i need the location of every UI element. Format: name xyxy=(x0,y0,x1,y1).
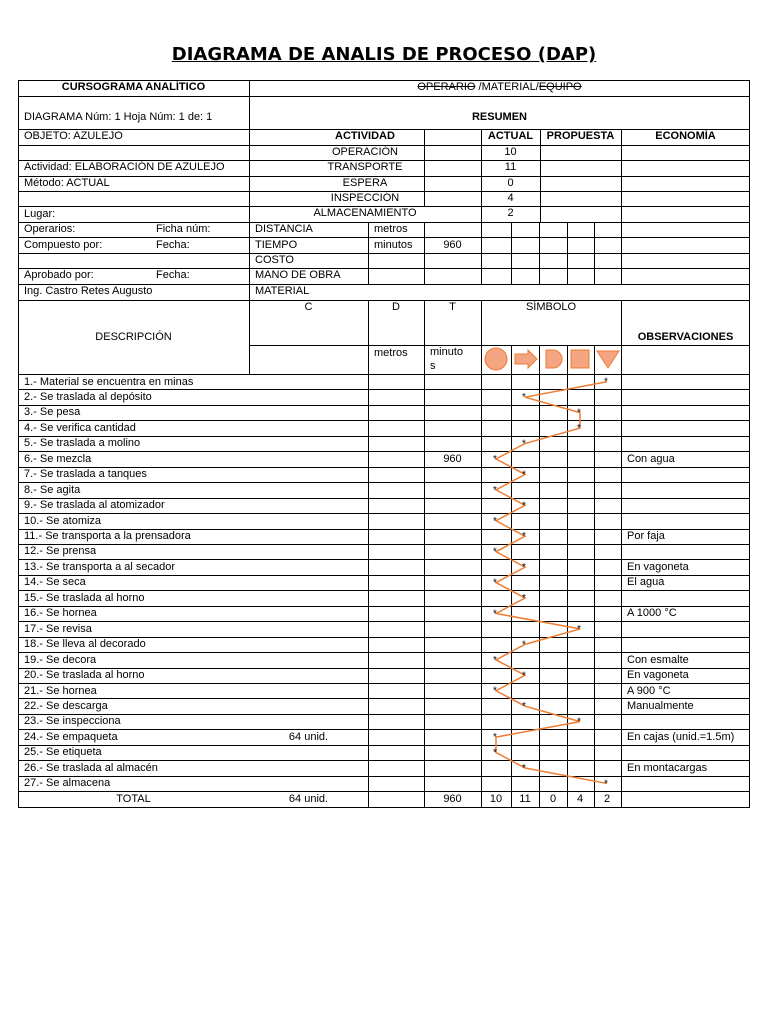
grid-vline xyxy=(424,222,425,284)
metodo-info: Método: ACTUAL xyxy=(24,177,110,189)
minutos-label: minutos xyxy=(374,239,413,251)
grid-hline xyxy=(481,345,750,346)
grid-vline xyxy=(621,300,622,808)
aprobado-label: Aprobado por: xyxy=(24,269,94,281)
step-observacion: A 900 °C xyxy=(627,684,671,697)
step-marker: * xyxy=(522,639,526,651)
subject-header xyxy=(249,81,750,94)
step-description: 27.- Se almacena xyxy=(24,777,111,790)
grid-vline xyxy=(567,222,568,284)
step-observacion: El agua xyxy=(627,576,665,589)
step-cantidad: 64 unid. xyxy=(288,730,329,743)
grid-hline xyxy=(18,807,750,808)
step-description: 17.- Se revisa xyxy=(24,622,92,635)
step-description: 4.- Se verifica cantidad xyxy=(24,421,136,434)
total-count: 4 xyxy=(576,792,584,805)
step-description: 1.- Material se encuentra en minas xyxy=(24,375,194,388)
step-description: 2.- Se traslada al depósito xyxy=(24,390,152,403)
observaciones-header: OBSERVACIONES xyxy=(637,331,734,343)
step-observacion: En vagoneta xyxy=(627,560,689,573)
total-cantidad: 64 unid. xyxy=(288,792,329,805)
step-description: 18.- Se lleva al decorado xyxy=(24,638,146,651)
propuesta-col-header: PROPUESTA xyxy=(546,130,615,142)
grid-vline xyxy=(249,80,250,374)
step-marker: * xyxy=(493,546,497,558)
step-marker: * xyxy=(493,484,497,496)
summary-actual: 10 xyxy=(504,146,517,158)
step-marker: * xyxy=(493,747,497,759)
step-description: 6.- Se mezcla xyxy=(24,452,92,465)
step-marker: * xyxy=(493,654,497,666)
step-description: 25.- Se etiqueta xyxy=(24,746,102,759)
step-description: 13.- Se transporta a al secador xyxy=(24,560,176,573)
step-marker: * xyxy=(522,701,526,713)
grid-vline xyxy=(368,222,369,284)
grid-vline xyxy=(424,300,425,808)
cursograma-label: CURSOGRAMA ANALÍTICO xyxy=(61,81,206,93)
step-description: 15.- Se traslada al horno xyxy=(24,591,145,604)
grid-hline xyxy=(18,237,750,238)
step-description: 24.- Se empaqueta xyxy=(24,730,118,743)
grid-vline xyxy=(481,222,482,284)
document-title: DIAGRAMA DE ANALIS DE PROCESO (DAP) xyxy=(171,44,597,65)
fecha-label-2: Fecha: xyxy=(156,269,190,281)
compuesto-label: Compuesto por: xyxy=(24,239,103,251)
simbolo-header: SÍMBOLO xyxy=(525,301,577,313)
metros-label: metros xyxy=(374,223,408,235)
operario-struck-label: OPERARIO xyxy=(417,81,476,93)
step-marker: * xyxy=(522,670,526,682)
grid-vline xyxy=(368,300,369,808)
step-description: 20.- Se traslada al horno xyxy=(24,669,145,682)
lugar-info: Lugar: xyxy=(24,208,56,220)
grid-vline xyxy=(594,222,595,284)
summary-label: ESPERA xyxy=(342,177,388,189)
ficha-label: Ficha núm: xyxy=(156,223,211,235)
step-observacion: En montacargas xyxy=(627,761,708,774)
summary-actual: 2 xyxy=(507,207,514,219)
tiempo-label: TIEMPO xyxy=(255,239,298,251)
mano-obra-label: MANO DE OBRA xyxy=(255,269,341,281)
ingeniero-name: Ing. Castro Retes Augusto xyxy=(24,285,153,297)
grid-hline xyxy=(18,253,750,254)
grid-vline xyxy=(539,345,540,808)
total-count: 11 xyxy=(519,792,531,805)
step-marker: * xyxy=(577,423,581,435)
t-col-header: T xyxy=(449,301,456,313)
step-description: 26.- Se traslada al almacén xyxy=(24,761,158,774)
material-label: /MATERIAL/ xyxy=(475,81,539,93)
tiempo-value: 960 xyxy=(443,239,462,251)
step-description: 19.- Se decora xyxy=(24,653,97,666)
operarios-label: Operarios: xyxy=(24,223,76,235)
step-marker: * xyxy=(493,515,497,527)
step-marker: * xyxy=(604,376,608,388)
total-count: 2 xyxy=(603,792,611,805)
metros-subheader: metros xyxy=(374,347,408,359)
step-description: 11.- Se transporta a la prensadora xyxy=(24,530,191,542)
total-tiempo: 960 xyxy=(443,792,462,805)
equipo-struck-label: EQUIPO xyxy=(538,81,582,93)
step-marker: * xyxy=(493,577,497,589)
step-description: 10.- Se atomiza xyxy=(24,514,102,527)
step-description: 12.- Se prensa xyxy=(24,545,97,558)
step-marker: * xyxy=(493,732,497,744)
step-observacion: Con agua xyxy=(627,452,675,465)
step-description: 14.- Se seca xyxy=(24,576,86,589)
diagrama-info: DIAGRAMA Núm: 1 Hoja Núm: 1 de: 1 xyxy=(24,111,213,123)
step-observacion: En vagoneta xyxy=(627,669,689,682)
descripcion-header: DESCRIPCIÓN xyxy=(95,331,172,343)
step-marker: * xyxy=(493,685,497,697)
total-label: TOTAL xyxy=(116,792,151,805)
step-description: 9.- Se traslada al atomizador xyxy=(24,499,165,512)
step-marker: * xyxy=(577,623,581,635)
step-marker: * xyxy=(493,608,497,620)
grid-vline xyxy=(621,222,622,284)
step-description: 8.- Se agita xyxy=(24,483,81,496)
material-label: MATERIAL xyxy=(255,285,310,297)
step-marker: * xyxy=(604,778,608,790)
step-marker: * xyxy=(577,716,581,728)
step-observacion: Por faja xyxy=(627,530,665,542)
grid-vline xyxy=(511,345,512,808)
step-observacion: A 1000 °C xyxy=(627,607,677,620)
step-marker: * xyxy=(522,438,526,450)
step-description: 3.- Se pesa xyxy=(24,406,81,419)
minutos-subheader-2: s xyxy=(430,360,436,372)
step-marker: * xyxy=(522,392,526,404)
summary-actual: 11 xyxy=(504,161,517,173)
summary-label: OPERACIÓN xyxy=(331,146,398,158)
grid-vline xyxy=(567,345,568,808)
step-marker: * xyxy=(522,562,526,574)
step-marker: * xyxy=(522,593,526,605)
step-marker: * xyxy=(522,762,526,774)
grid-vline xyxy=(511,222,512,284)
summary-label: INSPECCIÓN xyxy=(330,192,400,204)
objeto-label: OBJETO: AZULEJO xyxy=(24,130,123,142)
actividad-info: Actividad: ELABORACIÓN DE AZULEJO xyxy=(24,161,225,173)
summary-label: ALMACENAMIENTO xyxy=(313,207,417,219)
summary-actual: 4 xyxy=(507,192,514,204)
step-observacion: En cajas (unid.=1.5m) xyxy=(627,730,735,743)
step-observacion: Con esmalte xyxy=(627,653,689,666)
resumen-label: RESUMEN xyxy=(471,111,527,123)
step-marker: * xyxy=(493,453,497,465)
step-marker: * xyxy=(522,469,526,481)
step-description: 7.- Se traslada a tanques xyxy=(24,468,147,481)
step-description: 23.- Se inspecciona xyxy=(24,715,121,728)
step-observacion: Manualmente xyxy=(627,699,694,712)
step-description: 16.- Se hornea xyxy=(24,607,97,620)
total-count: 0 xyxy=(549,792,557,805)
step-tiempo: 960 xyxy=(443,452,462,465)
step-description: 22.- Se descarga xyxy=(24,699,108,712)
grid-hline xyxy=(18,96,750,97)
step-marker: * xyxy=(522,500,526,512)
grid-vline xyxy=(481,300,482,808)
minutos-subheader: minuto xyxy=(430,346,464,358)
step-marker: * xyxy=(577,407,581,419)
d-col-header: D xyxy=(392,301,400,313)
summary-label: TRANSPORTE xyxy=(327,161,403,173)
summary-actual: 0 xyxy=(507,177,514,189)
step-marker: * xyxy=(522,531,526,543)
step-description: 5.- Se traslada a molino xyxy=(24,437,141,450)
actual-col-header: ACTUAL xyxy=(487,130,534,142)
grid-vline xyxy=(539,222,540,284)
fecha-label: Fecha: xyxy=(156,239,190,251)
total-count: 10 xyxy=(489,792,503,805)
costo-label: COSTO xyxy=(255,254,294,266)
distancia-label: DISTANCIA xyxy=(255,223,313,235)
c-col-header: C xyxy=(304,301,313,313)
economia-col-header: ECONOMÍA xyxy=(655,130,716,142)
step-description: 21.- Se hornea xyxy=(24,684,97,697)
actividad-col-header: ACTIVIDAD xyxy=(335,130,395,142)
grid-vline xyxy=(594,345,595,808)
process-analysis-table xyxy=(18,80,750,808)
